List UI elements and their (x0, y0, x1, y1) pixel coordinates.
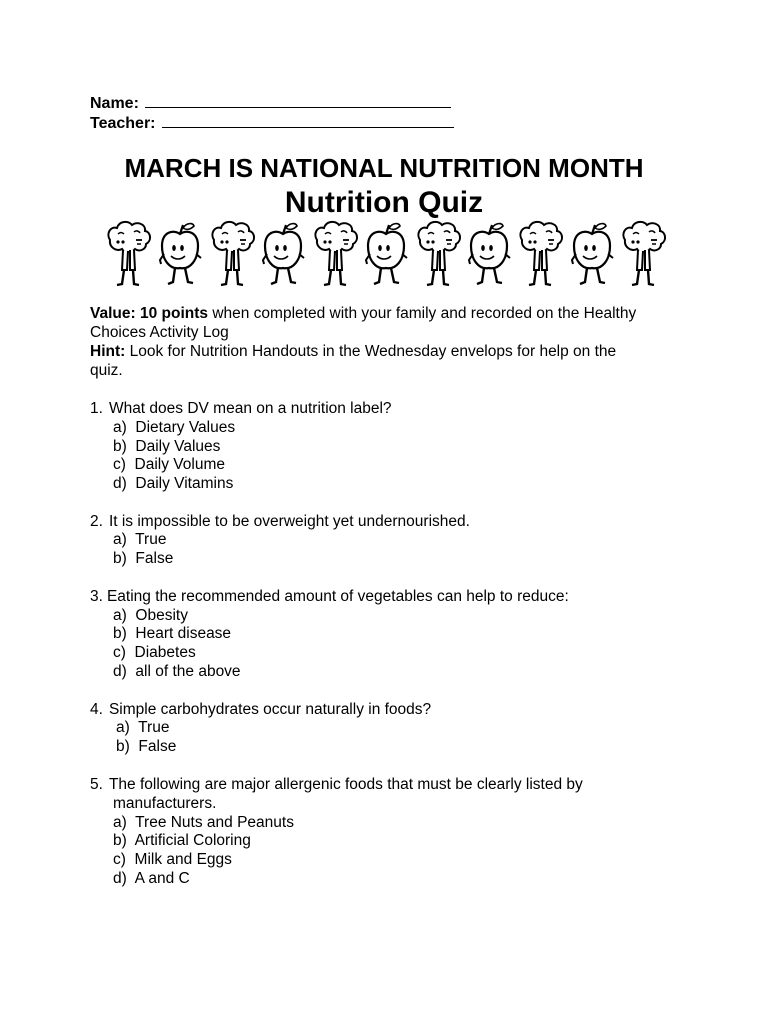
quiz-title: Nutrition Quiz (284, 186, 484, 219)
page-title: MARCH IS NATIONAL NUTRITION MONTH (124, 153, 644, 183)
option-letter: b) (113, 625, 127, 642)
option-letter: c) (113, 851, 126, 868)
option-text: True (135, 531, 167, 548)
food-characters-row (106, 220, 666, 288)
option-letter: b) (113, 438, 127, 455)
option-text: Daily Vitamins (135, 475, 234, 492)
question-text: Simple carbohydrates occur naturally in foods? (108, 701, 432, 718)
hint-line-1 (90, 342, 616, 361)
option-text: True (138, 719, 170, 736)
question-number: 5. (90, 776, 103, 793)
option-text: Obesity (135, 607, 188, 624)
q1-option-c[interactable] (113, 455, 225, 474)
q3-option-d[interactable] (113, 662, 241, 681)
option-letter: a) (116, 719, 130, 736)
option-letter: a) (113, 607, 127, 624)
option-letter: a) (113, 531, 127, 548)
broccoli-icon (418, 222, 460, 285)
option-letter: a) (113, 419, 127, 436)
q2-option-a[interactable] (113, 530, 166, 549)
value-line-2: Choices Activity Log (90, 324, 229, 341)
option-text: A and C (134, 870, 190, 887)
broccoli-icon (212, 222, 254, 285)
question-2 (90, 512, 470, 531)
broccoli-icon (520, 222, 562, 285)
q1-option-b[interactable] (113, 437, 220, 456)
hint-line-2: quiz. (90, 362, 123, 379)
name-field[interactable] (90, 92, 451, 114)
q3-option-b[interactable] (113, 624, 231, 643)
question-text: Eating the recommended amount of vegetables can help to reduce: (106, 588, 569, 605)
option-letter: b) (113, 832, 127, 849)
option-letter: a) (113, 814, 127, 831)
option-text: Artificial Coloring (134, 832, 251, 849)
option-text: Milk and Eggs (134, 851, 232, 868)
apple-icon (572, 224, 613, 284)
option-letter: d) (113, 870, 127, 887)
question-5 (90, 775, 583, 794)
apple-icon (366, 224, 407, 284)
q4-option-a[interactable] (116, 718, 169, 737)
option-letter: d) (113, 663, 127, 680)
teacher-blank-line[interactable] (162, 112, 454, 128)
name-blank-line[interactable] (145, 92, 451, 108)
option-letter: b) (113, 550, 127, 567)
option-text: Heart disease (135, 625, 232, 642)
value-label: Value: 10 points (90, 305, 209, 322)
question-number: 4. (90, 701, 103, 718)
q1-option-d[interactable] (113, 474, 233, 493)
value-line-1 (90, 304, 636, 323)
broccoli-icon (108, 222, 150, 285)
value-text-1: when completed with your family and recorded on the Healthy (208, 305, 637, 322)
teacher-label: Teacher: (90, 115, 156, 132)
option-text: Dietary Values (135, 419, 236, 436)
apple-icon (263, 224, 304, 284)
question-number: 3. (90, 588, 103, 605)
option-text: all of the above (135, 663, 241, 680)
apple-icon (160, 224, 201, 284)
q2-option-b[interactable] (113, 549, 173, 568)
apple-icon (469, 224, 510, 284)
question-number: 1. (90, 400, 103, 417)
question-5-continuation: manufacturers. (113, 795, 217, 812)
option-letter: c) (113, 644, 126, 661)
q5-option-d[interactable] (113, 869, 190, 888)
broccoli-icon (623, 222, 665, 285)
q3-option-c[interactable] (113, 643, 196, 662)
question-3 (90, 587, 569, 606)
option-letter: c) (113, 456, 126, 473)
q5-option-c[interactable] (113, 850, 232, 869)
option-text: Diabetes (134, 644, 196, 661)
q5-option-b[interactable] (113, 831, 251, 850)
teacher-field[interactable] (90, 112, 454, 134)
option-text: Daily Volume (134, 456, 226, 473)
option-letter: d) (113, 475, 127, 492)
question-number: 2. (90, 513, 103, 530)
question-text: The following are major allergenic foods that must be clearly listed by (108, 776, 583, 793)
name-label: Name: (90, 95, 139, 112)
question-4 (90, 700, 431, 719)
q5-option-a[interactable] (113, 813, 294, 832)
option-text: Daily Values (135, 438, 221, 455)
broccoli-icon (315, 222, 357, 285)
q3-option-a[interactable] (113, 606, 188, 625)
question-text: It is impossible to be overweight yet undernourished. (108, 513, 470, 530)
option-letter: b) (116, 738, 130, 755)
option-text: Tree Nuts and Peanuts (135, 814, 294, 831)
option-text: False (135, 550, 174, 567)
hint-label: Hint: (90, 343, 126, 360)
q4-option-b[interactable] (116, 737, 176, 756)
hint-text-1: Look for Nutrition Handouts in the Wednesday envelops for help on the (125, 343, 617, 360)
q1-option-a[interactable] (113, 418, 235, 437)
question-text: What does DV mean on a nutrition label? (108, 400, 392, 417)
option-text: False (138, 738, 177, 755)
question-1 (90, 399, 392, 418)
